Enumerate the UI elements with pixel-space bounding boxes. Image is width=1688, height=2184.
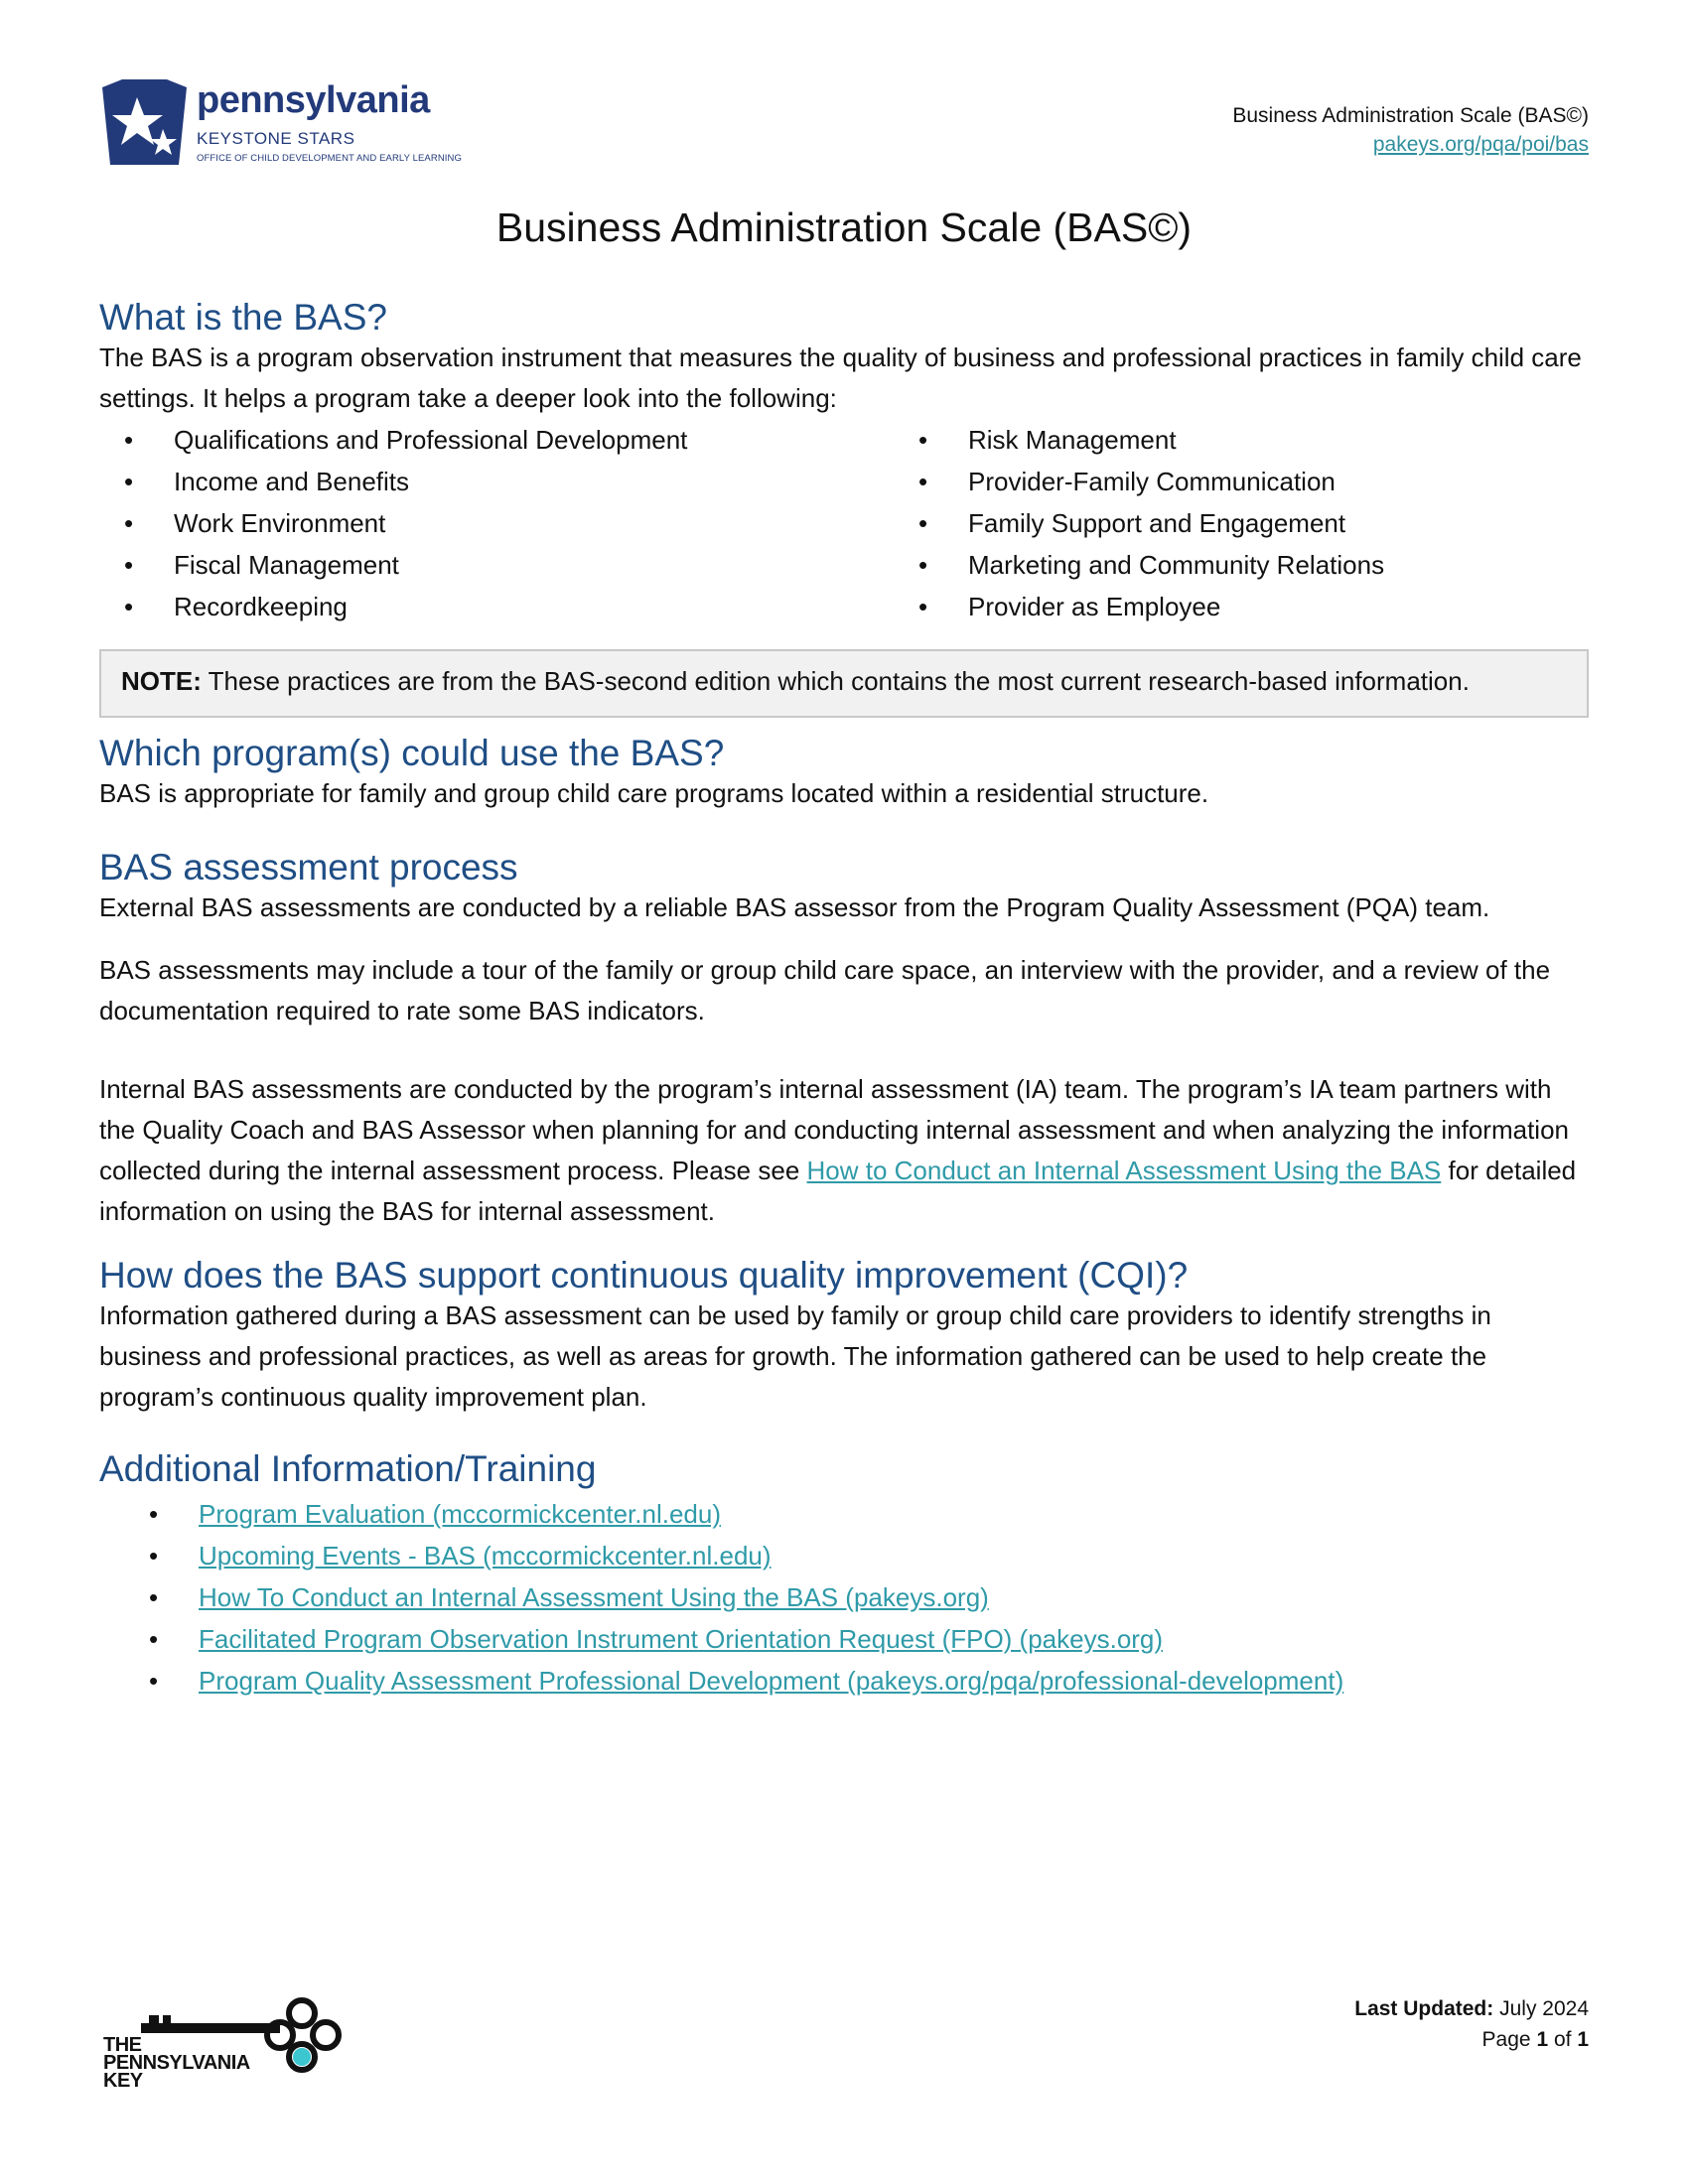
list-item: • Family Support and Engagement xyxy=(894,502,1589,544)
last-updated-value: July 2024 xyxy=(1493,1997,1589,2020)
key-logo-line-3: KEY xyxy=(103,2070,143,2092)
link-pqa-professional-development[interactable]: Program Quality Assessment Professional Development (pakeys.org/pqa/professional-development) xyxy=(199,1666,1344,1696)
page-current: 1 xyxy=(1536,2028,1549,2051)
list-item: • Recordkeeping xyxy=(99,586,894,627)
header-info xyxy=(1232,101,1589,159)
page-number xyxy=(1354,2024,1589,2055)
additional-links-list xyxy=(99,1493,1589,1702)
page-label: Page xyxy=(1481,2028,1537,2051)
process-p3-text: Internal BAS assessments are conducted by the program’s internal assessment (IA) team. The program’s IA team partners with the Quality Coach and BAS Assessor when planning for and conducting internal assessment and when analyzing the information collected during the internal assessment process. Please see xyxy=(99,1074,1570,1185)
header-doc-name: Business Administration Scale (BAS©) xyxy=(1232,104,1589,127)
header-url-link[interactable]: pakeys.org/pqa/poi/bas xyxy=(1372,133,1589,156)
list-item: • Income and Benefits xyxy=(99,461,894,502)
logo-wordmark: pennsylvania xyxy=(197,79,430,121)
last-updated xyxy=(1354,1993,1589,2024)
what-intro-text: The BAS is a program observation instrument that measures the quality of business and professional practices in family child care settings. It helps a program take a deeper look into the following: xyxy=(99,342,1582,413)
list-item xyxy=(99,1535,1589,1576)
list-item xyxy=(99,1660,1589,1702)
process-paragraph-2: BAS assessments may include a tour of the family or group child care space, an interview with the provider, and a review of the documentation required to rate some BAS indicators. xyxy=(99,955,1551,1025)
list-item: • Marketing and Community Relations xyxy=(894,544,1589,586)
internal-assessment-link[interactable]: How to Conduct an Internal Assessment Using the BAS xyxy=(806,1156,1442,1185)
main-content xyxy=(99,294,1589,1702)
process-p3-text-end: for detailed information on using the BAS for internal assessment. xyxy=(99,1156,1577,1226)
list-item xyxy=(99,1493,1589,1535)
list-item xyxy=(99,1618,1589,1660)
process-paragraph-3 xyxy=(99,1069,1589,1232)
note-box xyxy=(99,649,1589,718)
process-paragraph-1: External BAS assessments are conducted by a reliable BAS assessor from the Program Quality Assessment (PQA) team. xyxy=(99,892,1490,922)
pennsylvania-key-logo xyxy=(101,1993,359,2093)
link-fpo-request[interactable]: Facilitated Program Observation Instrument Orientation Request (FPO) (pakeys.org) xyxy=(199,1624,1164,1654)
list-item: • Provider as Employee xyxy=(894,586,1589,627)
list-item: • Provider-Family Communication xyxy=(894,461,1589,502)
note-label: NOTE: xyxy=(121,666,202,696)
link-upcoming-events[interactable]: Upcoming Events - BAS (mccormickcenter.nl.edu) xyxy=(199,1541,772,1570)
key-logo-line-1: THE xyxy=(103,2034,142,2056)
footer-info xyxy=(1354,1993,1589,2055)
keystone-emblem-icon xyxy=(97,77,192,172)
key-logo-line-2: PENNSYLVANIA xyxy=(103,2052,250,2074)
list-item: • Work Environment xyxy=(99,502,894,544)
list-item: • Risk Management xyxy=(894,419,1589,461)
note-text: These practices are from the BAS-second edition which contains the most current research-based information. xyxy=(201,666,1470,696)
page-of: of xyxy=(1548,2028,1578,2051)
which-text: BAS is appropriate for family and group child care programs located within a residential structure. xyxy=(99,778,1209,808)
practice-list-left xyxy=(99,419,894,627)
practice-list-right xyxy=(894,419,1589,627)
logo-subtitle: KEYSTONE STARS xyxy=(197,129,355,148)
practice-areas-list xyxy=(99,419,1589,627)
list-item: • Qualifications and Professional Development xyxy=(99,419,894,461)
cqi-text: Information gathered during a BAS assessment can be used by family or group child care providers to identify strengths in business and professional practices, as well as areas for growth. The information gathered can be used to help create the program’s continuous quality improvement plan. xyxy=(99,1300,1491,1412)
link-program-evaluation[interactable]: Program Evaluation (mccormickcenter.nl.edu) xyxy=(199,1499,721,1529)
heading-cqi: How does the BAS support continuous quality improvement (CQI)? xyxy=(99,1255,1189,1296)
heading-which-programs: Which program(s) could use the BAS? xyxy=(99,733,725,773)
last-updated-label: Last Updated: xyxy=(1354,1997,1494,2020)
keystone-stars-logo xyxy=(97,77,475,177)
page-total: 1 xyxy=(1577,2028,1589,2051)
logo-office-line: OFFICE OF CHILD DEVELOPMENT AND EARLY LEARNING xyxy=(197,153,462,164)
page-title: Business Administration Scale (BAS©) xyxy=(495,205,1193,250)
heading-what-is-bas: What is the BAS? xyxy=(99,297,387,338)
list-item xyxy=(99,1576,1589,1618)
list-item: • Fiscal Management xyxy=(99,544,894,586)
heading-assessment-process: BAS assessment process xyxy=(99,847,518,887)
link-internal-assessment[interactable]: How To Conduct an Internal Assessment Using the BAS (pakeys.org) xyxy=(199,1582,989,1612)
heading-additional-info: Additional Information/Training xyxy=(99,1448,597,1489)
